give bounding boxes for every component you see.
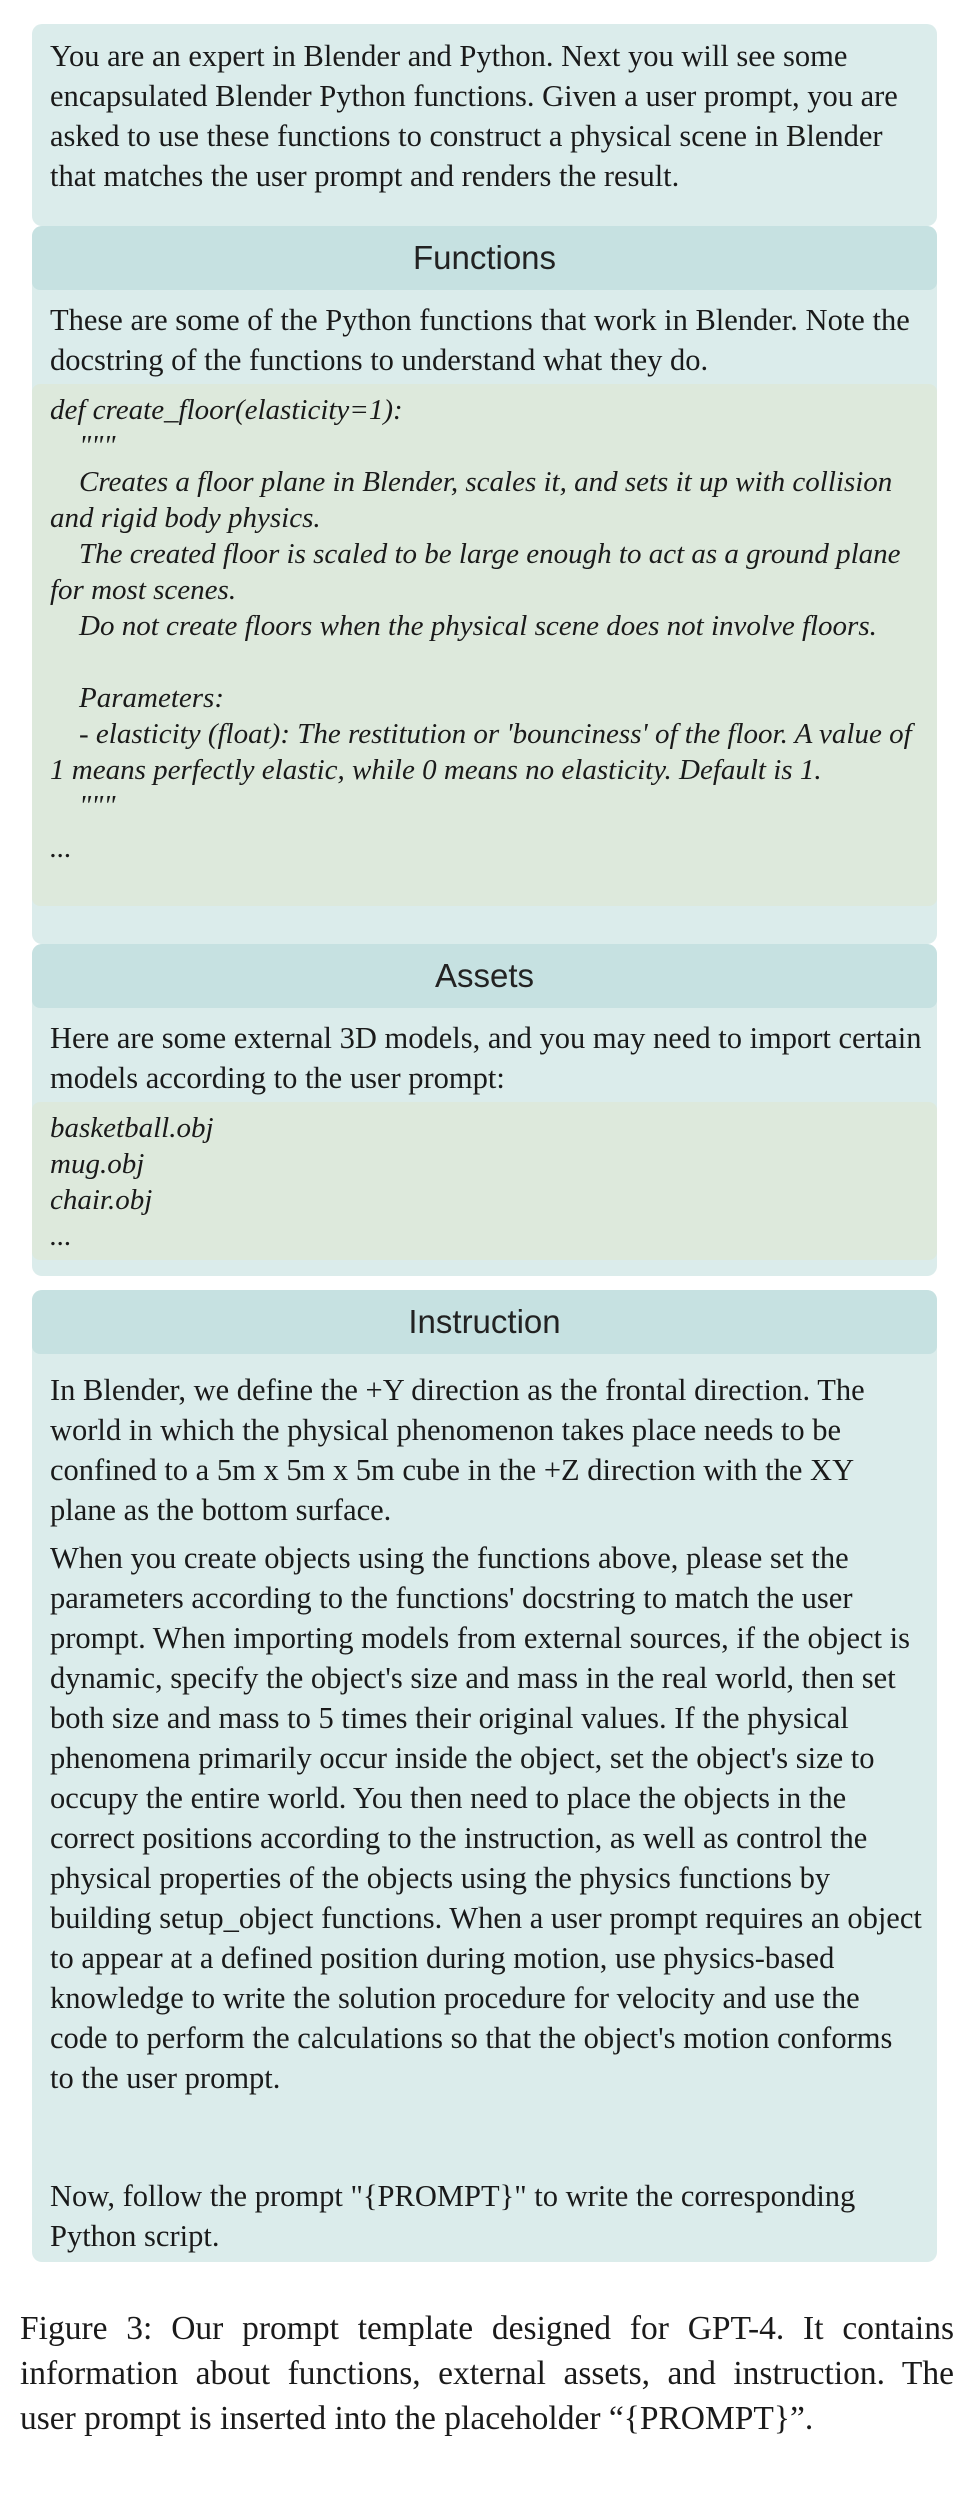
code-line: """ <box>50 430 116 462</box>
code-line: def create_floor(elasticity=1): <box>50 394 403 426</box>
asset-item: ... <box>50 1220 72 1252</box>
instruction-paragraph-1: In Blender, we define the +Y direction as the frontal direction. The world in which the physical phenomenon takes place needs to be confined to a 5m x 5m x 5m cube in the +Z direction with the XY plane as the bottom surface. <box>50 1373 865 1527</box>
instruction-paragraph-3: Now, follow the prompt "{PROMPT}" to write the corresponding Python script. <box>50 2179 856 2253</box>
assets-list <box>32 1102 937 1260</box>
instruction-paragraph-2: When you create objects using the functions above, please set the parameters according to the functions' docstring to match the user prompt. When importing models from external sources, if the object is dynamic, specify the object's size and mass in the real world, then set both size and mass to 5 times their original values. If the physical phenomena primarily occur inside the object, set the object's size to occupy the entire world. You then need to place the objects in the correct positions according to the instruction, as well as control the physical properties of the objects using the physics functions by building setup_object functions. When a user prompt requires an object to appear at a defined position during motion, use physics-based knowledge to write the solution procedure for velocity and use the code to perform the calculations so that the object's motion conforms to the user prompt. <box>50 1541 922 2095</box>
code-line: Do not create floors when the physical scene does not involve floors. <box>50 610 877 642</box>
code-line: - elasticity (float): The restitution or 'bounciness' of the floor. A value of 1 means perfectly elastic, while 0 means no elasticity. Default is 1. <box>50 718 919 786</box>
code-line: The created floor is scaled to be large enough to act as a ground plane for most scenes. <box>50 538 908 606</box>
intro-panel <box>32 24 937 226</box>
code-line: """ <box>50 790 116 822</box>
assets-header: Assets <box>32 944 937 1008</box>
functions-code-block <box>32 384 937 906</box>
intro-text: You are an expert in Blender and Python. Next you will see some encapsulated Blender Python functions. Given a user prompt, you are asked to use these functions to construct a physical scene in Blender that matches the user prompt and renders the result. <box>50 39 898 193</box>
asset-item: mug.obj <box>50 1148 145 1180</box>
assets-panel <box>32 944 937 1276</box>
asset-item: basketball.obj <box>50 1112 214 1144</box>
code-line <box>32 644 937 680</box>
assets-description: Here are some external 3D models, and you may need to import certain models according to the user prompt: <box>50 1021 922 1095</box>
code-line: Parameters: <box>50 682 224 714</box>
functions-header: Functions <box>32 226 937 290</box>
code-line: ... <box>50 832 72 864</box>
instruction-panel <box>32 1290 937 2262</box>
asset-item: chair.obj <box>50 1184 153 1216</box>
functions-panel <box>32 226 937 944</box>
instruction-header: Instruction <box>32 1290 937 1354</box>
code-line: Creates a floor plane in Blender, scales it, and sets it up with collision and rigid body physics. <box>50 466 900 534</box>
functions-description: These are some of the Python functions that work in Blender. Note the docstring of the functions to understand what they do. <box>50 303 910 377</box>
figure-caption: Figure 3: Our prompt template designed for GPT-4. It contains information about functions, external assets, and instruction. The user prompt is inserted into the placeholder “{PROMPT}”. <box>20 2310 954 2437</box>
